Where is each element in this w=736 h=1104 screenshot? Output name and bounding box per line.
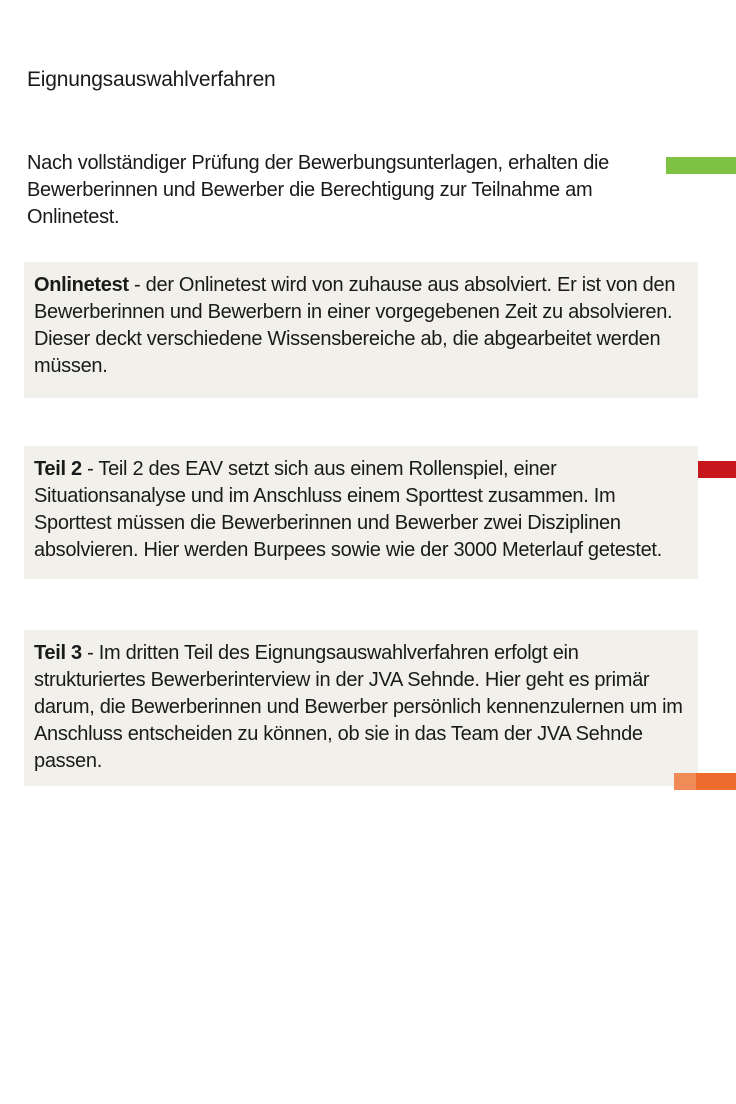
section-teil-2 <box>24 446 698 579</box>
section-onlinetest <box>24 262 698 398</box>
section-title: Teil 3 <box>34 642 82 664</box>
intro-paragraph: Nach vollständiger Prüfung der Bewerbungsunterlagen, erhalten die Bewerberinnen und Bewerber die Berechtigung zur Teilnahme am Onlinetest. <box>27 152 609 228</box>
accent-bar-orange <box>674 773 736 790</box>
section-paragraph <box>34 456 686 564</box>
section-teil-3 <box>24 630 698 786</box>
section-text: - Teil 2 des EAV setzt sich aus einem Rollenspiel, einer Situationsanalyse und im Anschluss einem Sporttest zusammen. Im Sporttest müssen die Bewerberinnen und Bewerber zwei Disziplinen absolvieren. Hier werden Burpees sowie wie der 3000 Meterlauf getestet. <box>34 458 662 561</box>
accent-bar-orange-segment <box>674 773 696 790</box>
section-text: - Im dritten Teil des Eignungsauswahlverfahren erfolgt ein strukturiertes Bewerberinterview in der JVA Sehnde. Hier geht es primär darum, die Bewerberinnen und Bewerber persönlich kennenzulernen um im Anschluss entscheiden zu können, ob sie in das Team der JVA Sehnde passen. <box>34 642 683 772</box>
section-paragraph <box>34 640 686 775</box>
section-title: Onlinetest <box>34 274 129 296</box>
page-title: Eignungsauswahlverfahren <box>27 68 276 91</box>
accent-bar-green <box>666 157 736 174</box>
section-paragraph <box>34 272 686 380</box>
section-title: Teil 2 <box>34 458 82 480</box>
section-text: - der Onlinetest wird von zuhause aus absolviert. Er ist von den Bewerberinnen und Bewerbern in einer vorgegebenen Zeit zu absolvieren. Dieser deckt verschiedene Wissensbereiche ab, die abgearbeitet werden müssen. <box>34 274 676 377</box>
